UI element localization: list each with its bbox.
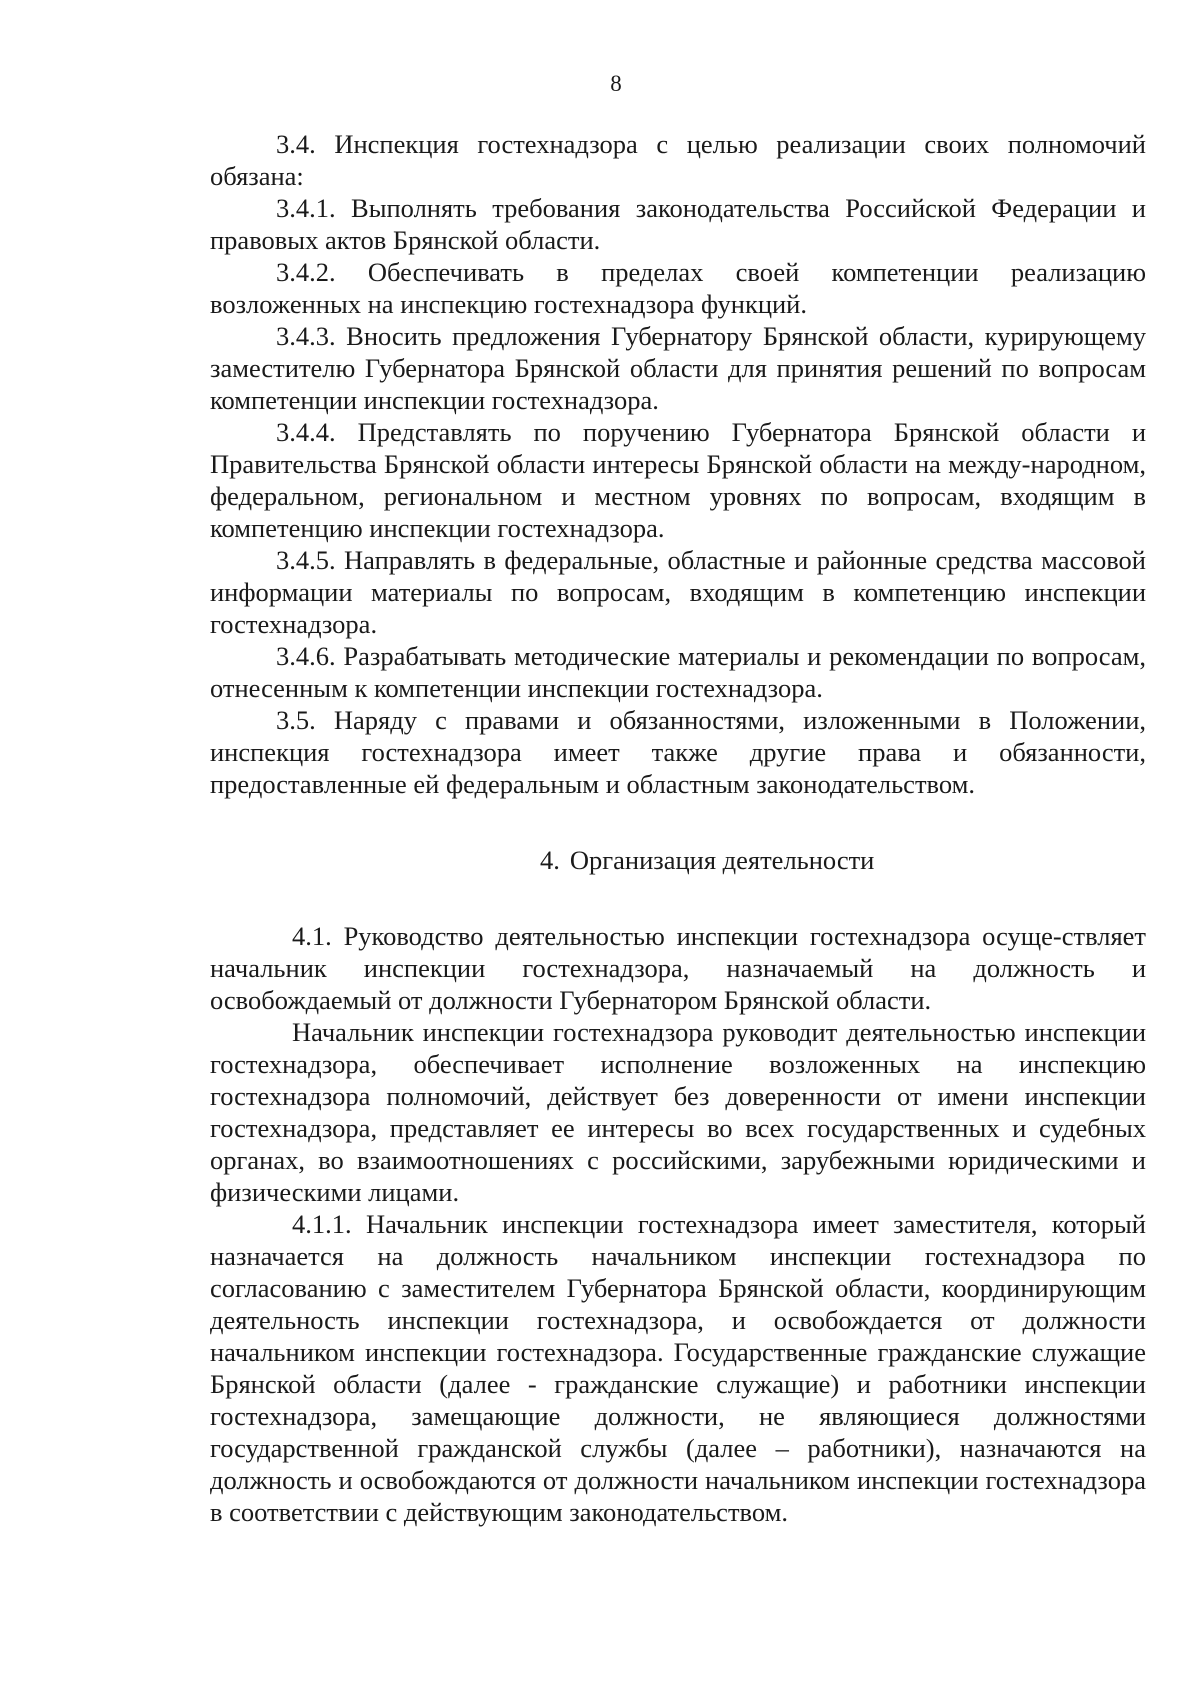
paragraph-4-1: 4.1. Руководство деятельностью инспекции гостехнадзора осуще-ствляет начальник инспекции гостехнадзора, назначаемый на должность и освобождаемый от должности Губернатором Брянской области. [210,921,1146,1015]
page-number: 8 [610,71,622,96]
paragraph-3-4-2: 3.4.2. Обеспечивать в пределах своей компетенции реализацию возложенных на инспекцию гостехнадзора функций. [210,257,1146,319]
section-heading [210,844,1146,876]
paragraph-3-4: 3.4. Инспекция гостехнадзора с целью реализации своих полномочий обязана: [210,129,1146,191]
section-title: Организация деятельности [569,845,875,875]
paragraph-3-4-3: 3.4.3. Вносить предложения Губернатору Брянской области, курирующему заместителю Губернатора Брянской области для принятия решений по вопросам компетенции инспекции гостехнадзора. [210,321,1146,415]
paragraph-3-4-4: 3.4.4. Представлять по поручению Губернатора Брянской области и Правительства Брянской области интересы Брянской области на между-народном, федеральном, региональном и местном уровнях по вопросам, входящим в компетенцию инспекции гостехнадзора. [210,417,1146,543]
paragraph-head-duties: Начальник инспекции гостехнадзора руководит деятельностью инспекции гостехнадзора, обеспечивает исполнение возложенных на инспекцию гостехнадзора полномочий, действует без доверенности от имени инспекции гостехнадзора, представляет ее интересы во всех государственных и судебных органах, во взаимоотношениях с российскими, зарубежными юридическими и физическими лицами. [210,1017,1146,1207]
paragraph-3-4-5: 3.4.5. Направлять в федеральные, областные и районные средства массовой информации материалы по вопросам, входящим в компетенцию инспекции гостехнадзора. [210,545,1146,639]
section-number: 4. [540,845,560,875]
paragraph-3-4-1: 3.4.1. Выполнять требования законодательства Российской Федерации и правовых актов Брянской области. [210,193,1146,255]
paragraph-4-1-1: 4.1.1. Начальник инспекции гостехнадзора имеет заместителя, который назначается на должность начальником инспекции гостехнадзора по согласованию с заместителем Губернатора Брянской области, координирующим деятельность инспекции гостехнадзора, и освобождается от должности начальником инспекции гостехнадзора. Государственные гражданские служащие Брянской области (далее - гражданские служащие) и работники инспекции гостехнадзора, замещающие должности, не являющиеся должностями государственной гражданской службы (далее – работники), назначаются на должность и освобождаются от должности начальником инспекции гостехнадзора в соответствии с действующим законодательством. [210,1209,1146,1527]
paragraph-3-4-6: 3.4.6. Разрабатывать методические материалы и рекомендации по вопросам, отнесенным к компетенции инспекции гостехнадзора. [210,641,1146,703]
document-body [210,128,1146,1528]
paragraph-3-5: 3.5. Наряду с правами и обязанностями, изложенными в Положении, инспекция гостехнадзора имеет также другие права и обязанности, предоставленные ей федеральным и областным законодательством. [210,705,1146,799]
